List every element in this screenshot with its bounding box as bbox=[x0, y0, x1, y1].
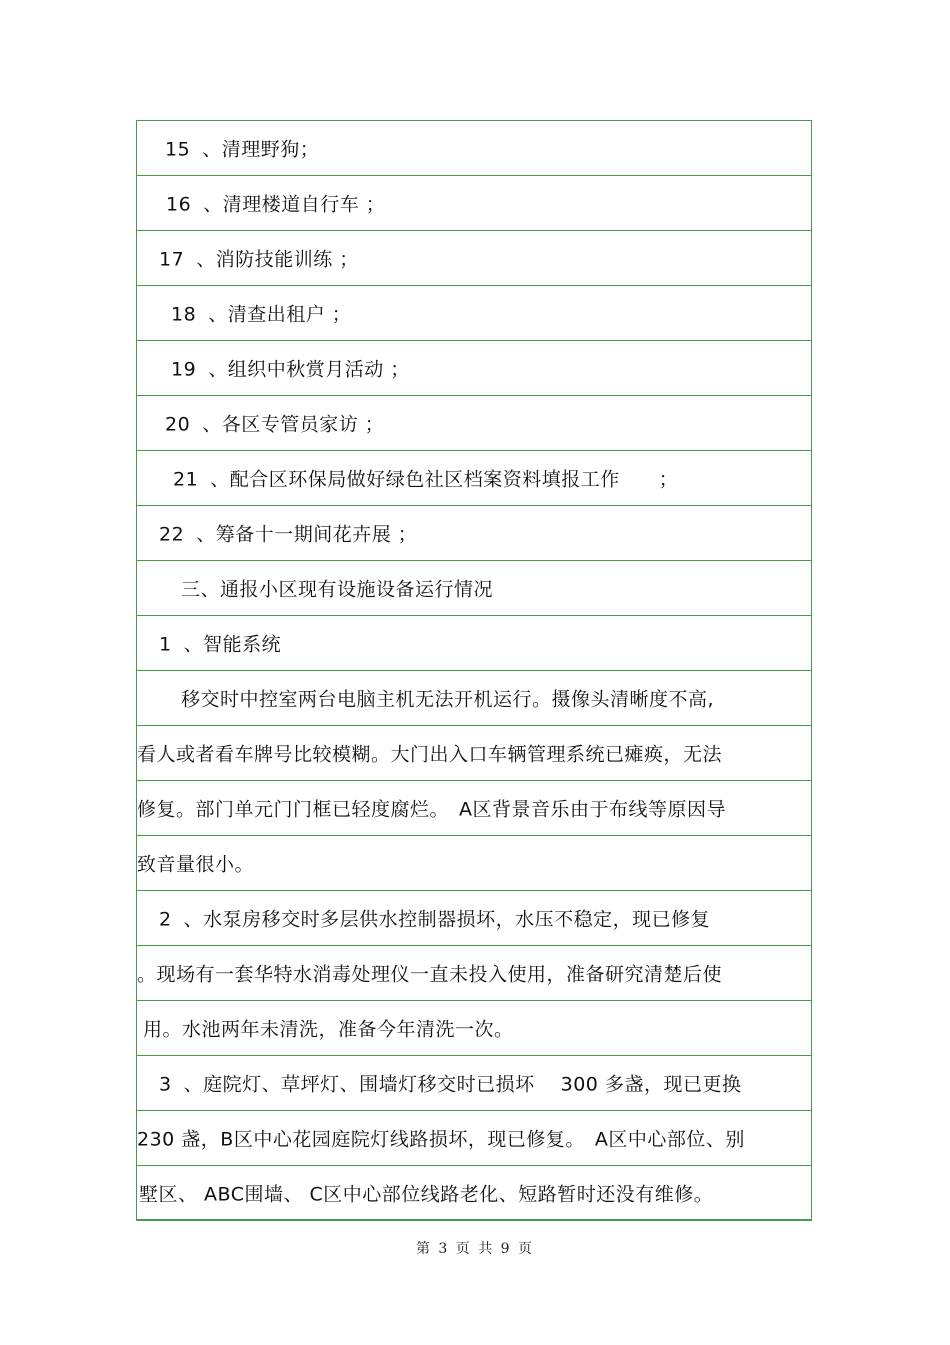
row-text bbox=[159, 630, 281, 657]
row-text bbox=[159, 905, 710, 932]
row-text bbox=[173, 465, 678, 492]
table-row bbox=[137, 946, 811, 1001]
table-row bbox=[137, 616, 811, 671]
item-number: 2 bbox=[159, 908, 172, 931]
row-text bbox=[165, 135, 319, 162]
table-row bbox=[137, 1166, 811, 1221]
table-row bbox=[137, 176, 811, 231]
item-number: 18 bbox=[171, 303, 197, 326]
item-text: 、消防技能训练 ； bbox=[196, 248, 359, 271]
item-text: 、筹备十一期间花卉展 ； bbox=[196, 523, 418, 546]
table-row bbox=[137, 1001, 811, 1056]
row-text bbox=[159, 245, 359, 272]
table-row bbox=[137, 891, 811, 946]
item-text: 、组织中秋赏月活动 ； bbox=[208, 358, 410, 381]
item-number: 1 bbox=[159, 633, 172, 656]
paragraph-line: 移交时中控室两台电脑主机无法开机运行。摄像头清晰度不高, bbox=[181, 688, 715, 711]
item-number: 21 bbox=[173, 468, 199, 491]
row-text bbox=[171, 300, 351, 327]
table-row bbox=[137, 286, 811, 341]
paragraph-line: 修复。部门单元门门框已轻度腐烂。 A区背景音乐由于布线等原因导 bbox=[137, 798, 726, 821]
item-text: 、智能系统 bbox=[183, 633, 282, 656]
table-row bbox=[137, 451, 811, 506]
row-text bbox=[166, 190, 385, 217]
item-number: 22 bbox=[159, 523, 185, 546]
item-text: 、清理野狗； bbox=[202, 138, 320, 161]
paragraph-line: 墅区、 ABC围墙、 C区中心部位线路老化、短路暂时还没有维修。 bbox=[139, 1183, 714, 1205]
table-row bbox=[137, 561, 811, 616]
paragraph-line: 致音量很小。 bbox=[137, 853, 255, 876]
item-number: 17 bbox=[159, 248, 185, 271]
paragraph-line: 看人或者看车牌号比较模糊。大门出入口车辆管理系统已瘫痪，无法 bbox=[137, 743, 723, 766]
paragraph-line: 230 盏，B区中心花园庭院灯线路损坏，现已修复。 A区中心部位、别 bbox=[137, 1128, 745, 1151]
table-row bbox=[137, 1056, 811, 1111]
row-text bbox=[165, 410, 384, 437]
item-text: 、配合区环保局做好绿色社区档案资料填报工作 ； bbox=[210, 468, 679, 491]
paragraph-line: 用。水池两年未清洗，准备今年清洗一次。 bbox=[143, 1018, 514, 1041]
item-number: 19 bbox=[171, 358, 197, 381]
table-row bbox=[137, 341, 811, 396]
item-text: 、清查出租户 ； bbox=[208, 303, 352, 326]
section-heading: 三、通报小区现有设施设备运行情况 bbox=[181, 578, 494, 601]
item-text: 、清理楼道自行车 ； bbox=[203, 193, 386, 216]
item-text: 、水泵房移交时多层供水控制器损坏，水压不稳定，现已修复 bbox=[183, 908, 711, 931]
table-row bbox=[137, 1111, 811, 1166]
item-number: 15 bbox=[165, 138, 191, 161]
paragraph-line: 。现场有一套华特水消毒处理仪一直未投入使用，准备研究清楚后使 bbox=[137, 963, 723, 986]
table-row bbox=[137, 781, 811, 836]
table-row bbox=[137, 726, 811, 781]
item-text: 、各区专管员家访 ； bbox=[202, 413, 385, 436]
table-row bbox=[137, 671, 811, 726]
table-row bbox=[137, 121, 811, 176]
table-row bbox=[137, 231, 811, 286]
row-text bbox=[159, 520, 417, 547]
document-table bbox=[136, 120, 812, 1221]
item-number: 20 bbox=[165, 413, 191, 436]
page-footer: 第 3 页 共 9 页 bbox=[415, 1241, 535, 1257]
row-text bbox=[171, 355, 410, 382]
row-text bbox=[159, 1070, 741, 1097]
item-number: 3 bbox=[159, 1073, 172, 1096]
table-row bbox=[137, 836, 811, 891]
table-row bbox=[137, 506, 811, 561]
table-row bbox=[137, 396, 811, 451]
item-number: 16 bbox=[166, 193, 192, 216]
item-text: 、庭院灯、草坪灯、围墙灯移交时已损坏 300 多盏，现已更换 bbox=[183, 1073, 742, 1096]
